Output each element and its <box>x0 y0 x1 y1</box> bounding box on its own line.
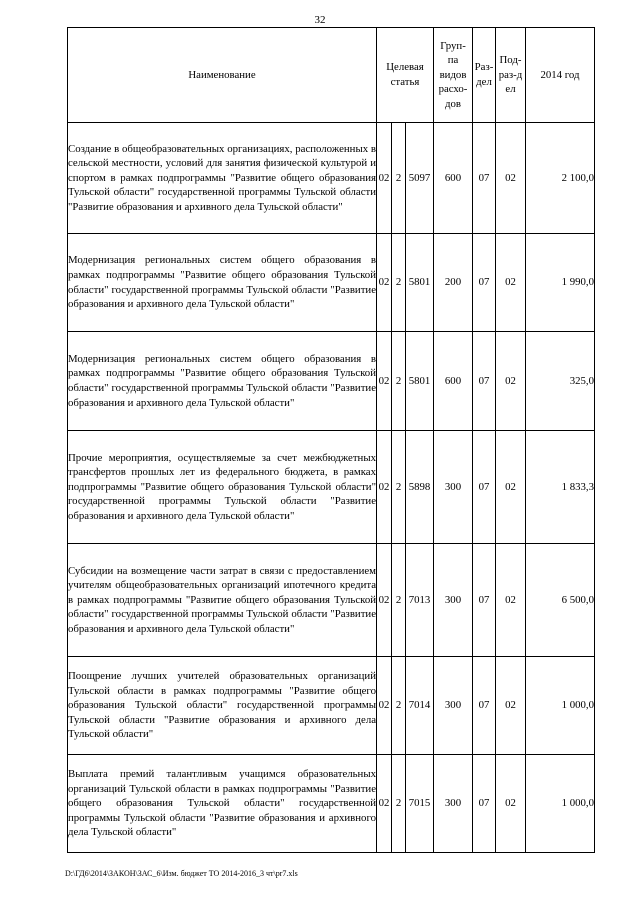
subsection: 02 <box>496 657 526 755</box>
target-article-code: 7015 <box>406 755 434 853</box>
target-article-subprogram: 2 <box>392 332 406 431</box>
target-article-program: 02 <box>377 544 392 657</box>
expense-group: 300 <box>434 544 473 657</box>
table-row <box>68 431 595 544</box>
expense-group: 600 <box>434 123 473 234</box>
header-year: 2014 год <box>526 28 595 123</box>
amount-2014: 1 833,3 <box>526 431 595 544</box>
header-subsection: Под-раз-дел <box>496 28 526 123</box>
target-article-subprogram: 2 <box>392 544 406 657</box>
header-target-article: Целевая статья <box>377 28 434 123</box>
amount-2014: 1 990,0 <box>526 234 595 332</box>
expense-group: 300 <box>434 657 473 755</box>
subsection: 02 <box>496 755 526 853</box>
row-name: Поощрение лучших учителей образовательных организаций Тульской области в рамках подпрограммы "Развитие общего образования Тульской области" государственной программы Тульской области "Развитие образования и архивного дела Тульской области" <box>68 657 377 755</box>
target-article-code: 5097 <box>406 123 434 234</box>
table-row <box>68 234 595 332</box>
subsection: 02 <box>496 544 526 657</box>
target-article-program: 02 <box>377 657 392 755</box>
row-name: Модернизация региональных систем общего образования в рамках подпрограммы "Развитие общего образования Тульской области" государственной программы Тульской области "Развитие образования и архивного дела Тульской области" <box>68 332 377 431</box>
amount-2014: 1 000,0 <box>526 755 595 853</box>
header-row <box>68 28 595 123</box>
subsection: 02 <box>496 123 526 234</box>
target-article-program: 02 <box>377 755 392 853</box>
section: 07 <box>473 755 496 853</box>
subsection: 02 <box>496 332 526 431</box>
subsection: 02 <box>496 234 526 332</box>
section: 07 <box>473 544 496 657</box>
page-number: 32 <box>314 14 326 26</box>
amount-2014: 6 500,0 <box>526 544 595 657</box>
amount-2014: 2 100,0 <box>526 123 595 234</box>
target-article-code: 7013 <box>406 544 434 657</box>
expense-group: 200 <box>434 234 473 332</box>
target-article-subprogram: 2 <box>392 234 406 332</box>
target-article-program: 02 <box>377 431 392 544</box>
header-name: Наименование <box>68 28 377 123</box>
target-article-program: 02 <box>377 123 392 234</box>
section: 07 <box>473 657 496 755</box>
table-row <box>68 544 595 657</box>
row-name: Создание в общеобразовательных организациях, расположенных в сельской местности, условий для занятия физической культурой и спортом в рамках подпрограммы "Развитие общего образования Тульской области" государственной программы Тульской области "Развитие образования и архивного дела Тульской области" <box>68 123 377 234</box>
row-name: Прочие мероприятия, осуществляемые за счет межбюджетных трансфертов прошлых лет из федерального бюджета, в рамках подпрограммы "Развитие общего образования Тульской области" государственной программы Тульской области "Развитие образования и архивного дела Тульской области" <box>68 431 377 544</box>
section: 07 <box>473 431 496 544</box>
section: 07 <box>473 332 496 431</box>
budget-table <box>67 27 595 853</box>
target-article-program: 02 <box>377 234 392 332</box>
expense-group: 300 <box>434 431 473 544</box>
target-article-subprogram: 2 <box>392 123 406 234</box>
table-row <box>68 657 595 755</box>
row-name: Выплата премий талантливым учащимся образовательных организаций Тульской области в рамках подпрограммы "Развитие общего образования Тульской области" государственной программы Тульской области "Развитие образования и архивного дела Тульской области" <box>68 755 377 853</box>
target-article-code: 7014 <box>406 657 434 755</box>
target-article-subprogram: 2 <box>392 755 406 853</box>
amount-2014: 1 000,0 <box>526 657 595 755</box>
section: 07 <box>473 234 496 332</box>
subsection: 02 <box>496 431 526 544</box>
header-expense-group: Груп-па видов расхо-дов <box>434 28 473 123</box>
target-article-code: 5801 <box>406 332 434 431</box>
target-article-code: 5898 <box>406 431 434 544</box>
table-row <box>68 755 595 853</box>
section: 07 <box>473 123 496 234</box>
table-row <box>68 332 595 431</box>
file-path-footer: D:\ГД6\2014\ЗАКОН\ЗАС_6\Изм. бюджет ТО 2014-2016_3 чт\pr7.xls <box>65 869 298 878</box>
target-article-program: 02 <box>377 332 392 431</box>
target-article-subprogram: 2 <box>392 657 406 755</box>
target-article-subprogram: 2 <box>392 431 406 544</box>
expense-group: 300 <box>434 755 473 853</box>
row-name: Субсидии на возмещение части затрат в связи с предоставлением учителям общеобразовательных организаций ипотечного кредита в рамках подпрограммы "Развитие общего образования Тульской области" государственной программы Тульской области "Развитие образования и архивного дела Тульской области" <box>68 544 377 657</box>
expense-group: 600 <box>434 332 473 431</box>
header-section: Раз-дел <box>473 28 496 123</box>
amount-2014: 325,0 <box>526 332 595 431</box>
row-name: Модернизация региональных систем общего образования в рамках подпрограммы "Развитие общего образования Тульской области" государственной программы Тульской области "Развитие образования и архивного дела Тульской области" <box>68 234 377 332</box>
target-article-code: 5801 <box>406 234 434 332</box>
table-row <box>68 123 595 234</box>
